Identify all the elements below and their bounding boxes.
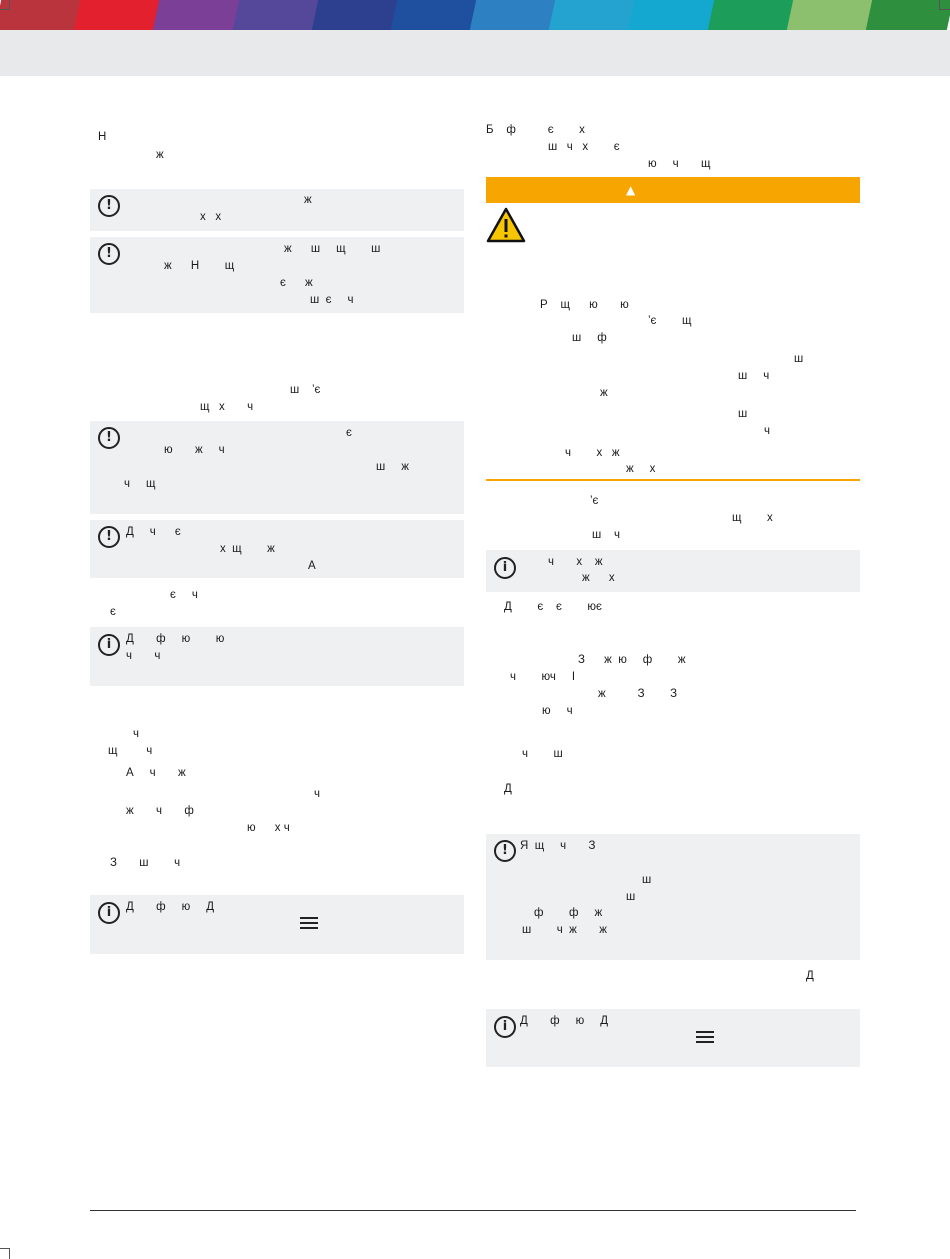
color-segment [549,0,637,30]
notice-text: ш [626,891,636,903]
warning-text: ’є щ [648,315,692,327]
warning-triangle-icon: ▲ [626,183,636,197]
exclamation-icon: ! [98,526,120,548]
paragraph-text: Б ф є х [486,124,585,136]
paragraph-text: Н [98,131,107,143]
notice-text: х щ ж [220,543,275,555]
menu-icon [696,1031,714,1046]
exclamation-icon: ! [98,195,120,217]
info-icon: i [98,634,120,656]
menu-icon [300,917,318,932]
warning-text: ш ч [738,370,770,382]
paragraph-text: ш ’є [290,384,321,396]
warning-text: ш [738,408,748,420]
notice-text: х х [200,211,222,223]
color-segment [0,0,82,30]
warning-text: ш ф [572,332,607,344]
color-segment [787,0,875,30]
paragraph-text: ч ш [522,748,563,760]
notice-box [90,237,464,313]
notice-box [90,627,464,686]
color-segment [470,0,558,30]
paragraph-text: ж ч ф [126,805,194,817]
footer-rule [90,1210,856,1211]
notice-text: ж [304,194,312,206]
color-segment [707,0,795,30]
notice-text: ч щ [124,478,156,490]
exclamation-icon: ! [98,427,120,449]
notice-text: Д ф ю Д [520,1015,608,1027]
notice-text: ф ф ж [534,907,603,919]
paragraph-text: щ ч [108,745,153,757]
warning-text: ж х [626,463,656,475]
header-band [0,30,950,76]
warning-text: ш [794,353,804,365]
paragraph-text: щ х [732,512,773,524]
warning-text: ч [764,425,770,437]
exclamation-icon: ! [98,243,120,265]
notice-text: ж ш щ ш [284,243,381,255]
warning-header-bar [486,177,860,203]
notice-text: ш ж [376,461,409,473]
paragraph-text: ш ч [592,529,620,541]
color-segment [866,0,950,30]
paragraph-text: Д [806,970,814,982]
paragraph-text: є ч [170,589,198,601]
paragraph-text: ю х ч [247,822,290,834]
paragraph-text: ч [133,728,139,740]
notice-box [486,1009,860,1067]
notice-text: ш є ч [310,294,354,306]
info-icon: i [494,557,516,579]
info-icon: i [494,1016,516,1038]
notice-box [486,834,860,960]
brand-color-bar [0,0,950,30]
color-segment [391,0,479,30]
color-segment [628,0,716,30]
color-segment [311,0,399,30]
paragraph-text: ’є [590,495,599,507]
paragraph-text: З ш ч [110,857,181,869]
notice-text: ш ч ж ж [522,924,607,936]
warning-divider [486,479,860,481]
crop-mark [939,0,950,10]
paragraph-text: ч юч І [510,671,576,683]
paragraph-text: Д є є ює [504,601,602,613]
warning-triangle-icon [486,207,526,243]
exclamation-icon: ! [494,840,516,862]
notice-box [90,189,464,231]
notice-text: ч х ж [548,556,603,568]
notice-box [90,421,464,514]
notice-box [90,895,464,954]
paragraph-text: ч [314,788,320,800]
crop-mark [0,1248,10,1259]
notice-text: Д ф ю ю [126,633,225,645]
warning-text: ч х ж [565,447,620,459]
paragraph-text: ж [156,149,164,161]
notice-text: ж Н щ [164,260,235,272]
paragraph-text: А ч ж [126,767,186,779]
notice-text: ч ч [126,650,161,662]
paragraph-text: ю ч щ [648,158,711,170]
notice-text: ж х [582,572,615,584]
notice-text: ш [642,874,652,886]
notice-text: А [308,560,316,572]
paragraph-text: щ х ч [200,401,254,413]
color-segment [153,0,241,30]
warning-text: ж [600,387,608,399]
notice-text: ю ж ч [164,444,225,456]
color-segment [74,0,162,30]
paragraph-text: є [110,606,116,618]
color-segment [232,0,320,30]
paragraph-text: ш ч х є [548,141,620,153]
paragraph-text: Д [504,783,512,795]
crop-mark [0,0,10,10]
warning-text: Р щ ю ю [540,299,629,311]
notice-text: є [346,427,352,439]
paragraph-text: ж З З [598,688,678,700]
paragraph-text: З ж ю ф ж [578,654,686,666]
notice-text: Д ч є [126,526,181,538]
notice-box [486,550,860,592]
notice-text: є ж [280,277,313,289]
notice-text: Я щ ч З [520,840,596,852]
info-icon: i [98,902,120,924]
notice-box [90,520,464,578]
notice-text: Д ф ю Д [126,901,214,913]
paragraph-text: ю ч [542,705,573,717]
